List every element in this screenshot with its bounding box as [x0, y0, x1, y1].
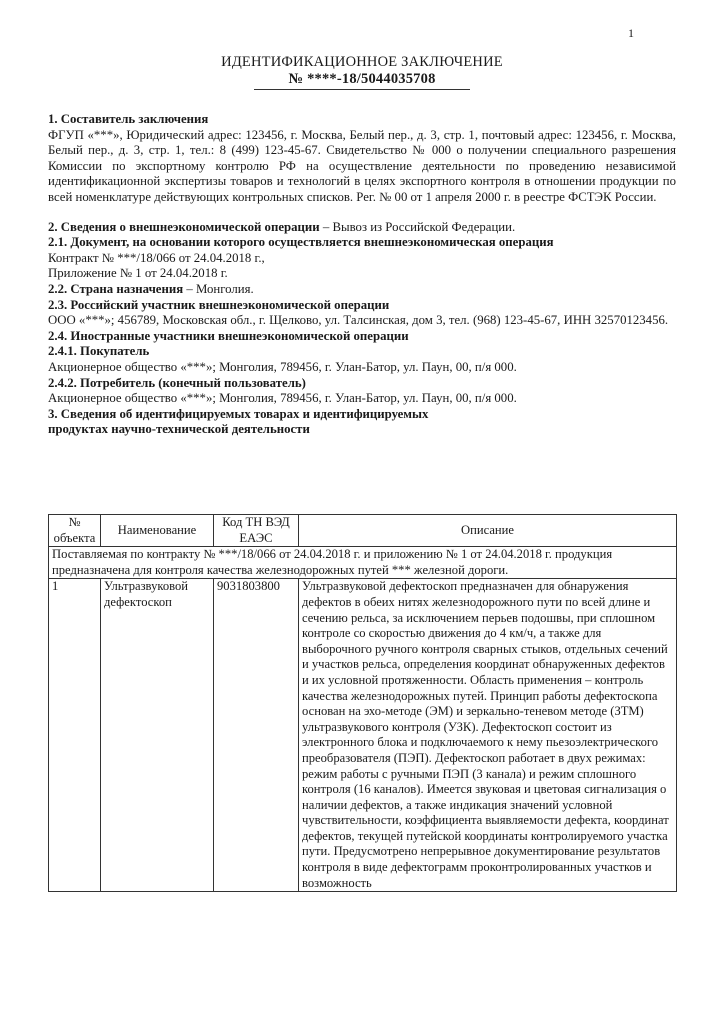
section21-heading: 2.1. Документ, на основании которого осуществляется внешнеэкономическая операция	[48, 235, 554, 250]
header-num: № объекта	[49, 515, 101, 547]
row-name: Ультразвуковой дефектоскоп	[101, 579, 214, 892]
section22-value: – Монголия.	[183, 281, 254, 296]
section2-value: – Вывоз из Российской Федерации.	[319, 219, 516, 234]
header-code: Код ТН ВЭД ЕАЭС	[214, 515, 299, 547]
row-desc: Ультразвуковой дефектоскоп предназначен для обнаружения дефектов в обеих нитях железнодорожного пути по всей длине и сечению рельса, за исключением перьев подошвы, при сплошном контроле со скоростью движения до 4 км/ч, а также для выборочного ручного контроля сварных стыков, отдельных сечений и участков рельса, определения координат обнаруженных дефектов и их условной протяженности. Область применения – контроль качества железнодорожных путей. Принцип работы дефектоскопа основан на эхо-методе (ЭМ) и зеркально-теневом методе (ЗТМ) ультразвукового контроля (УЗК). Дефектоскоп состоит из электронного блока и подключаемого к нему пьезоэлектрического преобразователя (ПЭП). Дефектоскоп работает в двух режимах: режим работы с ручными ПЭП (3 канала) и режим сплошного контроля (16 каналов). Имеется звуковая и цветовая сигнализация о наличии дефектов, а также индикация значений условной чувствительности, коэффициента выявляемости дефекта, координат дефектов, текущей путейской координаты контролируемого участка пути. Предусмотрено непрерывное документирование результатов контроля в виде дефектограмм проконтролированных участков и возможность	[299, 579, 677, 892]
section241-text: Акционерное общество «***»; Монголия, 789456, г. Улан-Батор, ул. Паун, 00, п/я 000.	[48, 359, 517, 374]
goods-table	[48, 514, 677, 892]
document-number: № ****-18/5044035708	[254, 71, 469, 90]
section3-heading-line1: 3. Сведения об идентифицируемых товарах и идентифицируемых	[48, 406, 429, 421]
header-desc: Описание	[299, 515, 677, 547]
section21-contract: Контракт № ***/18/066 от 24.04.2018 г.,	[48, 250, 265, 265]
row-num: 1	[49, 579, 101, 892]
page-number: 1	[628, 26, 634, 40]
header-name: Наименование	[101, 515, 214, 547]
table-row-supply-note	[49, 547, 677, 579]
section242-heading: 2.4.2. Потребитель (конечный пользователь)	[48, 375, 306, 390]
title-heading: ИДЕНТИФИКАЦИОННОЕ ЗАКЛЮЧЕНИЕ	[221, 54, 503, 70]
document-body	[48, 112, 676, 438]
section23-text: ООО «***»; 456789, Московская обл., г. Щелково, ул. Талсинская, дом 3, тел. (968) 123-45-67, ИНН 32570123456.	[48, 313, 669, 328]
section242-text: Акционерное общество «***»; Монголия, 789456, г. Улан-Батор, ул. Паун, 00, п/я 000.	[48, 391, 517, 406]
section22-line	[48, 282, 676, 298]
supply-note: Поставляемая по контракту № ***/18/066 от 24.04.2018 г. и приложению № 1 от 24.04.2018 г. продукция предназначена для контроля качества железнодорожных путей *** железной дороги.	[49, 547, 677, 579]
section22-heading: 2.2. Страна назначения	[48, 281, 184, 296]
section24-heading: 2.4. Иностранные участники внешнеэкономической операции	[48, 328, 409, 343]
table-row	[49, 579, 677, 892]
section23-heading: 2.3. Российский участник внешнеэкономической операции	[48, 297, 390, 312]
section1-text: ФГУП «***», Юридический адрес: 123456, г. Москва, Белый пер., д. 3, стр. 1, почтовый адрес: 123456, г. Москва, Белый пер., д. 3, стр. 1, тел.: 8 (499) 123-45-67. Свидетельство № 000 о получении специального разрешения Комиссии по экспортному контролю РФ на осуществление деятельности по проведению независимой идентификационной экспертизы товаров и технологий в целях экспортного контроля в отношении продукции по всей номенклатуре действующих контрольных списков. Рег. № 00 от 1 апреля 2000 г. в реестре ФСТЭК России.	[48, 127, 676, 204]
section2-heading: 2. Сведения о внешнеэкономической операции	[48, 219, 320, 234]
section2-line	[48, 220, 676, 236]
section21-appendix: Приложение № 1 от 24.04.2018 г.	[48, 266, 228, 281]
section1-heading: 1. Составитель заключения	[48, 112, 209, 126]
table-header-row	[49, 515, 677, 547]
row-code: 9031803800	[214, 579, 299, 892]
section241-heading: 2.4.1. Покупатель	[48, 344, 150, 359]
section3-heading-line2: продуктах научно-технической деятельности	[48, 422, 310, 437]
document-title	[0, 54, 724, 90]
